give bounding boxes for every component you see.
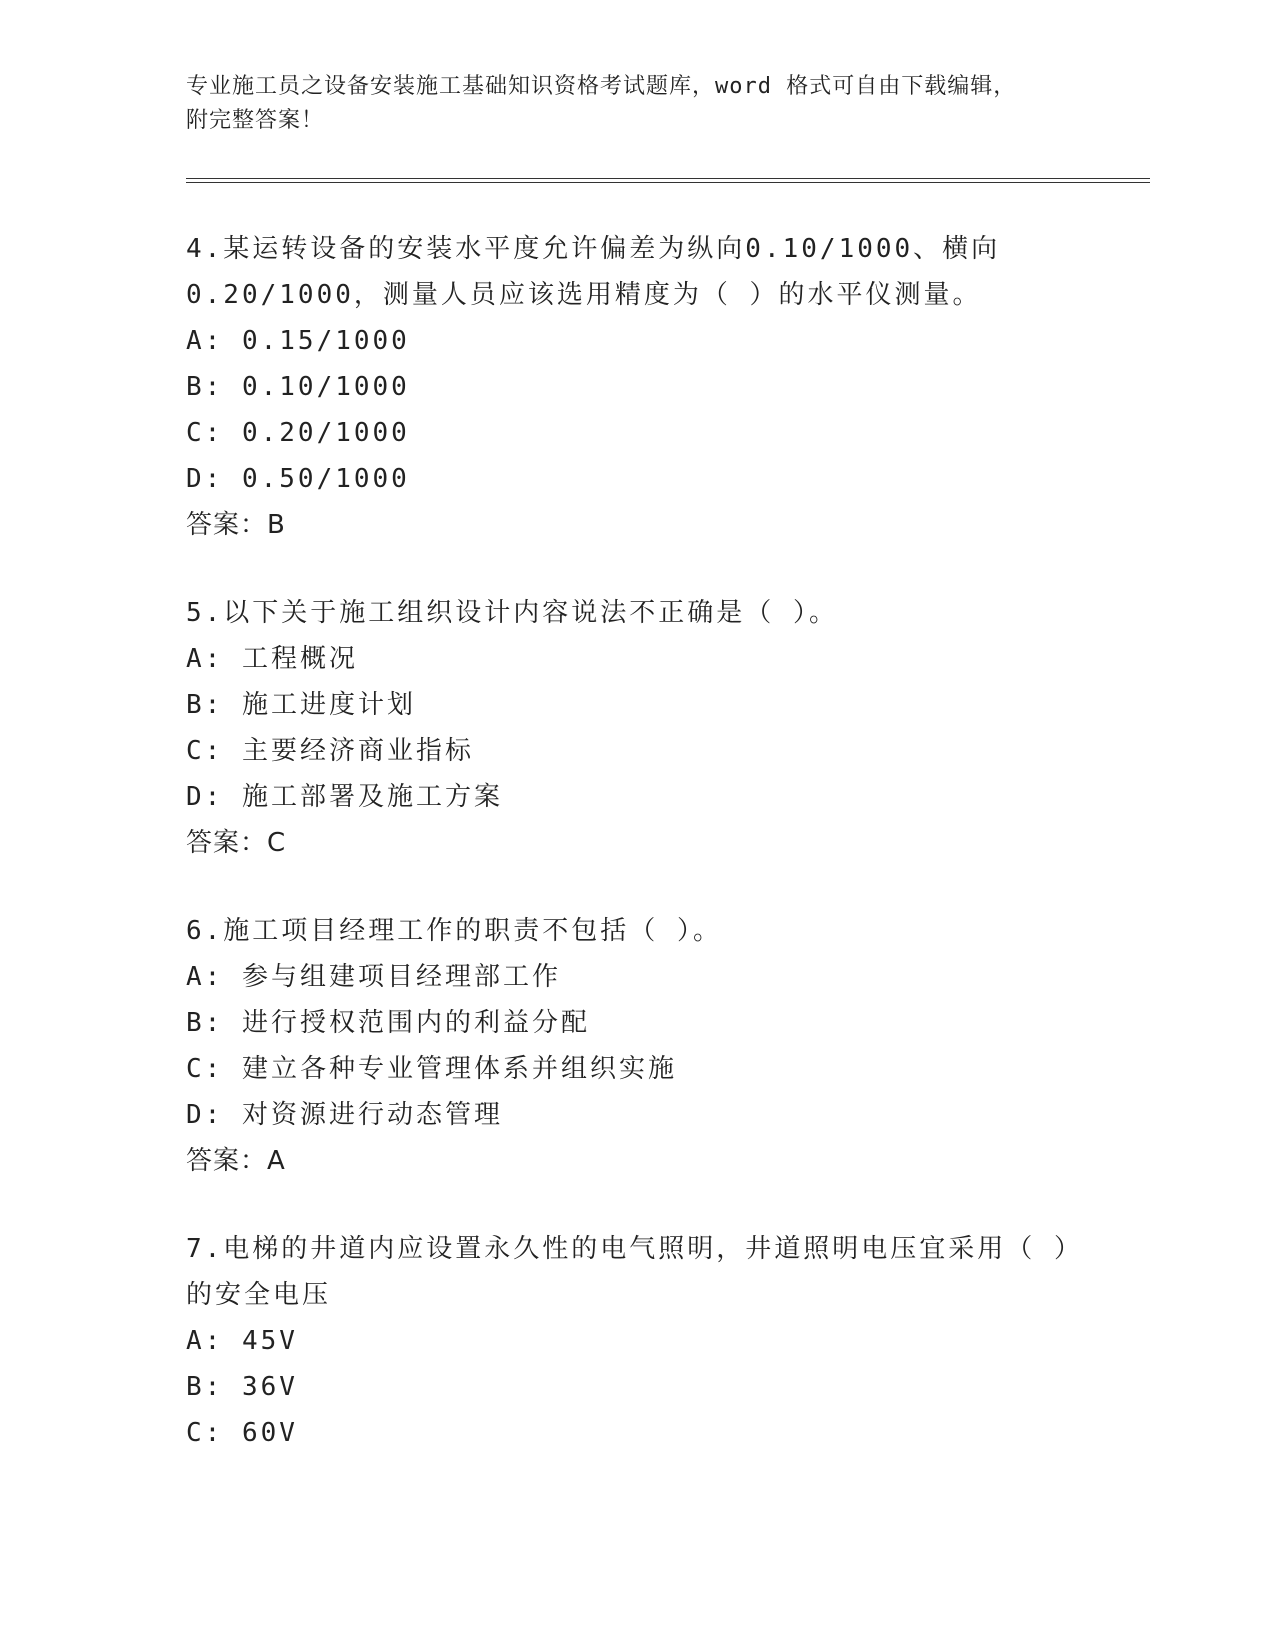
header-divider [186, 178, 1150, 183]
option-b: B: 进行授权范围内的利益分配 [186, 1008, 590, 1038]
option-b: B: 施工进度计划 [186, 690, 416, 720]
question-stem-line: 5.以下关于施工组织设计内容说法不正确是（ ）。 [186, 598, 838, 628]
question-7 [186, 1226, 1086, 1456]
option-c: C: 0.20/1000 [186, 418, 410, 448]
option-d: D: 0.50/1000 [186, 464, 410, 494]
option-a: A: 0.15/1000 [186, 326, 410, 356]
option-a: A: 工程概况 [186, 644, 358, 674]
header-line-2: 附完整答案！ [186, 108, 325, 133]
option-c: C: 主要经济商业指标 [186, 736, 474, 766]
question-stem-line: 0.20/1000，测量人员应该选用精度为（ ）的水平仪测量。 [186, 280, 982, 310]
answer-line: 答案：A [186, 1146, 286, 1176]
question-6 [186, 908, 1086, 1184]
option-b: B: 36V [186, 1372, 298, 1402]
question-stem-line: 7.电梯的井道内应设置永久性的电气照明，井道照明电压宜采用（ ） [186, 1234, 1083, 1264]
answer-line: 答案：C [186, 828, 287, 858]
question-stem-line: 4.某运转设备的安装水平度允许偏差为纵向0.10/1000、横向 [186, 234, 1001, 264]
option-a: A: 参与组建项目经理部工作 [186, 962, 561, 992]
option-d: D: 对资源进行动态管理 [186, 1100, 503, 1130]
question-stem-line: 的安全电压 [186, 1280, 332, 1310]
document-header [186, 70, 1086, 138]
header-line-1: 专业施工员之设备安装施工基础知识资格考试题库，word 格式可自由下载编辑， [186, 74, 1017, 99]
option-d: D: 施工部署及施工方案 [186, 782, 503, 812]
question-4 [186, 226, 1086, 548]
answer-line: 答案：B [186, 510, 286, 540]
option-b: B: 0.10/1000 [186, 372, 410, 402]
question-stem-line: 6.施工项目经理工作的职责不包括（ ）。 [186, 916, 722, 946]
question-5 [186, 590, 1086, 866]
option-a: A: 45V [186, 1326, 298, 1356]
option-c: C: 60V [186, 1418, 298, 1448]
option-c: C: 建立各种专业管理体系并组织实施 [186, 1054, 677, 1084]
